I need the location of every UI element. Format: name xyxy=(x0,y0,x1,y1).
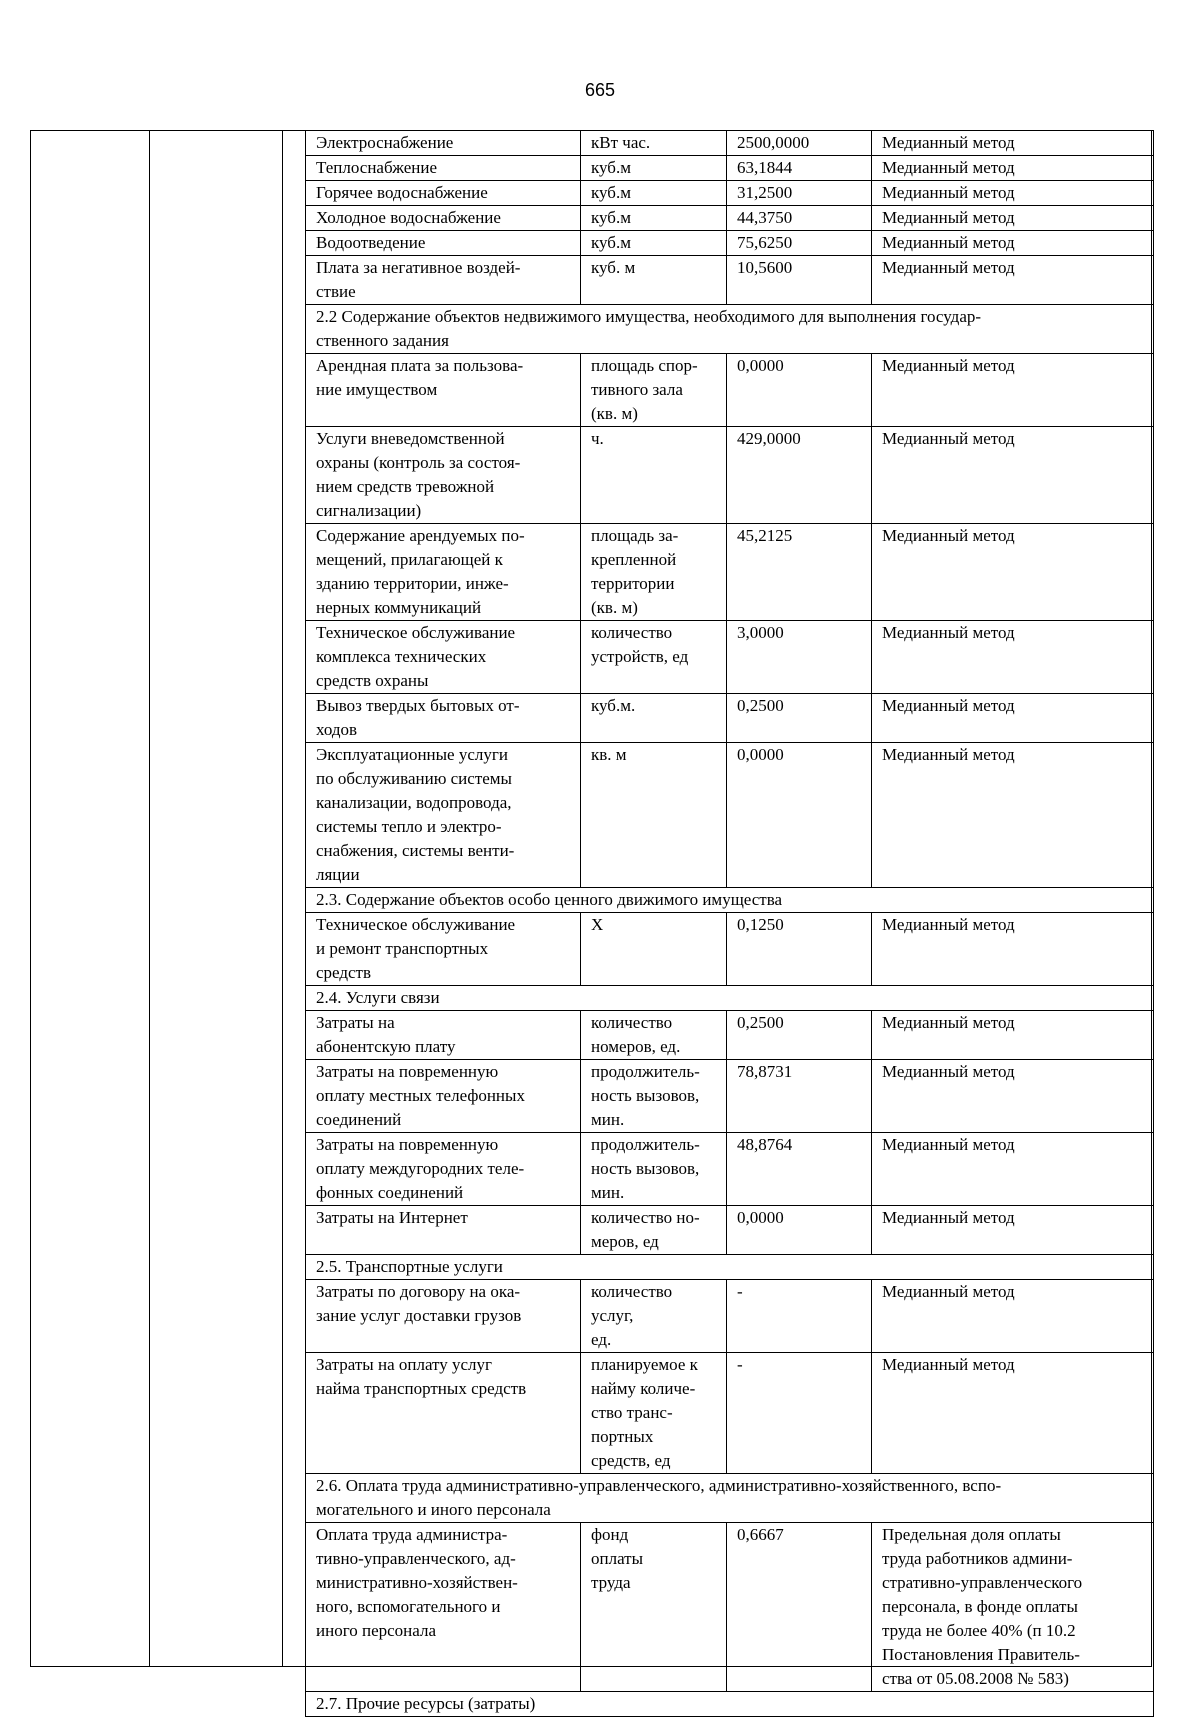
row-method-cell: Медианный метод xyxy=(872,131,1154,156)
table-row xyxy=(306,1206,1154,1255)
row-value-cell: 0,6667 xyxy=(727,1523,872,1692)
row-method-cell: Медианный метод xyxy=(872,913,1154,986)
row-unit-cell: площадь за- крепленной территории (кв. м) xyxy=(581,524,727,621)
row-value-cell: 2500,0000 xyxy=(727,131,872,156)
row-unit-cell: планируемое к найму количе- ство транс- портных средств, ед xyxy=(581,1353,727,1474)
section-title: 2.6. Оплата труда административно-управленческого, административно-хозяйственного, вспо- могательного и иного персонала xyxy=(306,1474,1154,1523)
row-name-cell: Водоотведение xyxy=(306,231,581,256)
table-row xyxy=(306,913,1154,986)
row-name-cell: Затраты на Интернет xyxy=(306,1206,581,1255)
section-header-row xyxy=(306,1255,1154,1280)
table-row xyxy=(306,354,1154,427)
row-unit-cell: куб.м xyxy=(581,231,727,256)
row-value-cell: 45,2125 xyxy=(727,524,872,621)
table-row xyxy=(306,743,1154,888)
table-row xyxy=(306,1011,1154,1060)
table-row xyxy=(306,694,1154,743)
row-method-cell: Медианный метод xyxy=(872,231,1154,256)
row-value-cell: 31,2500 xyxy=(727,181,872,206)
row-name-cell: Техническое обслуживание комплекса технических средств охраны xyxy=(306,621,581,694)
row-unit-cell: Х xyxy=(581,913,727,986)
row-unit-cell: кВт час. xyxy=(581,131,727,156)
row-unit-cell: количество устройств, ед xyxy=(581,621,727,694)
row-name-cell: Оплата труда администра- тивно-управленческого, ад- министративно-хозяйствен- ного, вспомогательного и иного персонала xyxy=(306,1523,581,1692)
page-number: 665 xyxy=(584,80,616,100)
section-title: 2.2 Содержание объектов недвижимого имущества, необходимого для выполнения государ- ственного задания xyxy=(306,305,1154,354)
row-unit-cell: кв. м xyxy=(581,743,727,888)
table-row xyxy=(306,1133,1154,1206)
row-value-cell: 78,8731 xyxy=(727,1060,872,1133)
table-row xyxy=(306,131,1154,156)
row-value-cell: 0,2500 xyxy=(727,1011,872,1060)
row-name-cell: Теплоснабжение xyxy=(306,156,581,181)
section-header-row xyxy=(306,1692,1154,1717)
section-title: 2.4. Услуги связи xyxy=(306,986,1154,1011)
section-title: 2.3. Содержание объектов особо ценного движимого имущества xyxy=(306,888,1154,913)
row-value-cell: 429,0000 xyxy=(727,427,872,524)
table-row xyxy=(306,1060,1154,1133)
row-unit-cell: куб. м xyxy=(581,256,727,305)
column-divider-2 xyxy=(282,131,283,1666)
row-method-cell: Медианный метод xyxy=(872,743,1154,888)
row-method-cell: Медианный метод xyxy=(872,1060,1154,1133)
table-row xyxy=(306,427,1154,524)
table-row xyxy=(306,1523,1154,1692)
column-divider-1 xyxy=(149,131,150,1666)
row-value-cell: 0,0000 xyxy=(727,743,872,888)
row-name-cell: Затраты на повременную оплату междугородних теле- фонных соединений xyxy=(306,1133,581,1206)
row-value-cell: 10,5600 xyxy=(727,256,872,305)
row-unit-cell: куб.м xyxy=(581,181,727,206)
row-method-cell: Медианный метод xyxy=(872,256,1154,305)
table-row xyxy=(306,1353,1154,1474)
table-row xyxy=(306,1280,1154,1353)
section-header-row xyxy=(306,305,1154,354)
row-method-cell: Медианный метод xyxy=(872,621,1154,694)
row-unit-cell: площадь спор- тивного зала (кв. м) xyxy=(581,354,727,427)
row-name-cell: Горячее водоснабжение xyxy=(306,181,581,206)
row-unit-cell: фонд оплаты труда xyxy=(581,1523,727,1692)
section-header-row xyxy=(306,1474,1154,1523)
row-name-cell: Услуги вневедомственной охраны (контроль за состоя- нием средств тревожной сигнализации) xyxy=(306,427,581,524)
row-name-cell: Содержание арендуемых по- мещений, прилагающей к зданию территории, инже- нерных коммуникаций xyxy=(306,524,581,621)
row-name-cell: Плата за негативное воздей- ствие xyxy=(306,256,581,305)
table-row xyxy=(306,524,1154,621)
table-row xyxy=(306,181,1154,206)
row-method-cell: Медианный метод xyxy=(872,1011,1154,1060)
row-method-cell: Медианный метод xyxy=(872,1206,1154,1255)
row-unit-cell: куб.м xyxy=(581,206,727,231)
row-method-cell: Медианный метод xyxy=(872,181,1154,206)
row-name-cell: Арендная плата за пользова- ние имуществом xyxy=(306,354,581,427)
row-name-cell: Затраты на абонентскую плату xyxy=(306,1011,581,1060)
row-value-cell: 48,8764 xyxy=(727,1133,872,1206)
row-name-cell: Вывоз твердых бытовых от- ходов xyxy=(306,694,581,743)
table-row xyxy=(306,156,1154,181)
row-value-cell: 0,0000 xyxy=(727,1206,872,1255)
row-name-cell: Электроснабжение xyxy=(306,131,581,156)
row-value-cell: - xyxy=(727,1280,872,1353)
table-row xyxy=(306,206,1154,231)
row-name-cell: Холодное водоснабжение xyxy=(306,206,581,231)
row-unit-cell: продолжитель- ность вызовов, мин. xyxy=(581,1060,727,1133)
section-title: 2.7. Прочие ресурсы (затраты) xyxy=(306,1692,1154,1717)
row-unit-cell: ч. xyxy=(581,427,727,524)
row-value-cell: 63,1844 xyxy=(727,156,872,181)
row-method-cell: Предельная доля оплаты труда работников админи- стративно-управленческого персонала, в фонде оплаты труда не более 40% (п 10.2 Постановления Правитель- ства от 05.08.2008 № 583) xyxy=(872,1523,1154,1692)
row-method-cell: Медианный метод xyxy=(872,427,1154,524)
row-name-cell: Техническое обслуживание и ремонт транспортных средств xyxy=(306,913,581,986)
row-method-cell: Медианный метод xyxy=(872,1280,1154,1353)
table-row xyxy=(306,621,1154,694)
row-unit-cell: количество номеров, ед. xyxy=(581,1011,727,1060)
row-name-cell: Эксплуатационные услуги по обслуживанию системы канализации, водопровода, системы тепло и электро- снабжения, системы венти- ляции xyxy=(306,743,581,888)
row-method-cell: Медианный метод xyxy=(872,354,1154,427)
row-method-cell: Медианный метод xyxy=(872,1133,1154,1206)
row-method-cell: Медианный метод xyxy=(872,524,1154,621)
cost-norms-table xyxy=(305,130,1154,1717)
row-name-cell: Затраты по договору на ока- зание услуг доставки грузов xyxy=(306,1280,581,1353)
row-value-cell: 75,6250 xyxy=(727,231,872,256)
row-value-cell: 0,1250 xyxy=(727,913,872,986)
section-title: 2.5. Транспортные услуги xyxy=(306,1255,1154,1280)
row-unit-cell: продолжитель- ность вызовов, мин. xyxy=(581,1133,727,1206)
row-unit-cell: куб.м xyxy=(581,156,727,181)
row-value-cell: 44,3750 xyxy=(727,206,872,231)
table-row xyxy=(306,231,1154,256)
row-value-cell: - xyxy=(727,1353,872,1474)
row-method-cell: Медианный метод xyxy=(872,206,1154,231)
row-value-cell: 0,2500 xyxy=(727,694,872,743)
row-method-cell: Медианный метод xyxy=(872,156,1154,181)
row-method-cell: Медианный метод xyxy=(872,1353,1154,1474)
row-unit-cell: куб.м. xyxy=(581,694,727,743)
row-method-cell: Медианный метод xyxy=(872,694,1154,743)
row-value-cell: 3,0000 xyxy=(727,621,872,694)
row-unit-cell: количество но- меров, ед xyxy=(581,1206,727,1255)
table-row xyxy=(306,256,1154,305)
section-header-row xyxy=(306,888,1154,913)
row-unit-cell: количество услуг, ед. xyxy=(581,1280,727,1353)
row-name-cell: Затраты на повременную оплату местных телефонных соединений xyxy=(306,1060,581,1133)
section-header-row xyxy=(306,986,1154,1011)
row-name-cell: Затраты на оплату услуг найма транспортных средств xyxy=(306,1353,581,1474)
row-value-cell: 0,0000 xyxy=(727,354,872,427)
document-table-frame xyxy=(30,130,1152,1713)
